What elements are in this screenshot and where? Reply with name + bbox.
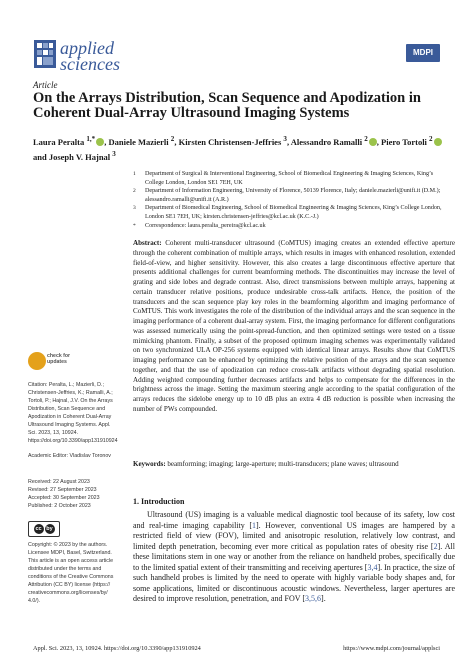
author-name[interactable]: and Joseph V. Hajnal (33, 151, 113, 162)
keywords-label: Keywords: (133, 460, 166, 468)
reference-link[interactable]: 3,4 (367, 562, 378, 572)
author-affil: 2 (364, 135, 368, 143)
check-updates-label[interactable]: check for updates (47, 353, 71, 366)
author-name[interactable]: , Piero Tortoli (376, 136, 430, 147)
reference-link[interactable]: 2 (433, 541, 438, 551)
author-name[interactable]: Laura Peralta (33, 136, 87, 147)
author-name[interactable]: , Alessandro Ramalli (286, 136, 365, 147)
footer-citation[interactable]: Appl. Sci. 2023, 13, 10924. https://doi.org/10.3390/app131910924 (33, 645, 201, 652)
author-affil: 1,* (86, 135, 96, 143)
author-affil: 2 (429, 135, 433, 143)
keywords-text: beamforming; imaging; large-aperture; multi-transducers; plane waves; ultrasound (167, 460, 399, 468)
author-name[interactable]: , Kirsten Christensen-Jeffries (174, 136, 284, 147)
author-name[interactable]: , Daniele Mazierli (104, 136, 171, 147)
affiliations (133, 170, 453, 230)
abstract (133, 239, 455, 415)
article-type: Article (33, 80, 58, 90)
abstract-label: Abstract: (133, 239, 162, 247)
author-affil: 3 (283, 135, 287, 143)
journal-name-line1: applied (60, 38, 114, 58)
journal-name-line2: sciences (60, 54, 120, 74)
abstract-text: Coherent multi-transducer ultrasound (CoMTUS) imaging creates an extended effective aperture through the coherent combination of multiple arrays, which results in images with enhanced resolution, extended field-of-view, and higher sensitivity. However, this also creates a large discontinuous effective aperture that presents additional challenges for current beamforming methods. The discontinuities may increase the level of grating and side lobes and degrade contrast. Also, direct transmissions between multiple arrays, happening at certain transducer relative positions, produce undesirable cross-talk artifacts. Hence, the position of the transducers and the scan sequence play key roles in the beamforming algorithm and imaging performance of CoMTUS. This work investigates the role of the distribution of the individual arrays and the scan sequence in the imaging performance of a coherent dual-array system. First, the imaging performance for different configurations was assessed numerically using the point-spread-function, and then optimized settings were tested on a tissue mimicking phantom. Finally, a subset of the proposed optimum imaging schemes was experimentally validated on two synchronized ULA OP-256 systems equipped with identical linear arrays. Results show that CoMTUS imaging performance can be enhanced by optimizing the relative position of the arrays and the scan sequence together, and that the use of apodization can reduce cross-talk artifacts without degrading spatial resolution. Adding weighted compounding further decreases artifacts and helps to compensate for the differences in the brightness across the image. Setting the maximum steering angle according to the spatial configuration of the arrays reduces the sidelobe energy up to 10 dB plus an extra 4 dB reduction is possible when increasing the number of PWs compounded. (133, 239, 456, 413)
check-updates-icon[interactable] (28, 352, 46, 370)
section-title: 1. Introduction (133, 497, 185, 506)
footer-journal-url[interactable]: https://www.mdpi.com/journal/applsci (343, 645, 440, 652)
orcid-icon[interactable] (369, 138, 377, 146)
keywords (133, 460, 455, 469)
reference-link[interactable]: 1 (251, 520, 256, 530)
affiliation: 3 Department of Biomedical Engineering, School of Biomedical Engineering & Imaging Sciences, King’s College London, London SE1 7EH, UK; kirsten.christensen-jeffries@kcl.ac.uk (K.C.-J.) (133, 205, 442, 220)
author-affil: 3 (112, 149, 116, 158)
citation: Citation: Peralta, L.; Mazierli, D.; Christensen-Jeffries, K.; Ramalli, A.; Tortoli, P.; Hajnal, J.V. On the Arrays Distribution, Scan Sequence and Apodization in Coherent Dual-Array Ultrasound Imaging Systems. Appl. Sci. 2023, 13, 10924. https://doi.org/10.3390/app131910924 (28, 382, 118, 445)
affiliation: 1 Department of Surgical & Interventional Engineering, School of Biomedical Engineering & Imaging Sciences, King’s College London, London SE1 7EH, UK (133, 171, 434, 186)
affiliation: 2 Department of Information Engineering, University of Florence, 50139 Florence, Italy; daniele.mazierli@unifi.it (D.M.); alessandro.ramalli@unifi.it (A.R.) (133, 188, 441, 203)
author-list (33, 133, 453, 163)
paper-title: On the Arrays Distribution, Scan Sequence and Apodization in Coherent Dual-Array Ultrasound Imaging Systems (33, 90, 421, 121)
journal-name (60, 40, 120, 72)
author-affil: 2 (170, 135, 175, 143)
publication-dates: Received: 22 August 2023 Revised: 27 September 2023 Accepted: 30 September 2023 Published: 2 October 2023 (28, 479, 100, 510)
publisher-logo[interactable]: MDPI (406, 44, 440, 62)
cc-license-icon[interactable]: cc by (28, 521, 60, 537)
intro-paragraph: Ultrasound (US) imaging is a valuable medical diagnostic tool because of its safety, low cost and real-time imaging capability [1]. However, conventional US images are hampered by a restricted field of view (FOV), limited and anisotropic resolution, relatively low contrast, and limited depth penetration, becoming ever more critical as population rates of obesity rise [2]. All these limitations stem in one way or another from the reliance on handheld probes, specifically due to the limited spatial extent of their transmitting and receiving apertures [3,4]. In practice, the size of such handheld probes is limited by the need to operate with highly variable body shapes and, for some applications, limited or discontinuous acoustic windows. Nevertheless, larger apertures are desired to improve resolution, penetration, and FOV [3,5,6]. (133, 510, 456, 603)
correspondence: * Correspondence: laura.peralta_pereira@kcl.ac.uk (133, 222, 266, 229)
academic-editor: Academic Editor: Vladislav Toronov (28, 453, 111, 459)
journal-logo-icon (34, 40, 56, 68)
reference-link[interactable]: 3,5,6 (305, 594, 322, 603)
orcid-icon[interactable] (434, 138, 442, 146)
copyright-notice: Copyright: © 2023 by the authors. Licensee MDPI, Basel, Switzerland. This article is an open access article distributed under the terms and conditions of the Creative Commons Attribution (CC BY) license (https:// creativecommons.org/licenses/by/ 4.0/). (28, 542, 114, 605)
